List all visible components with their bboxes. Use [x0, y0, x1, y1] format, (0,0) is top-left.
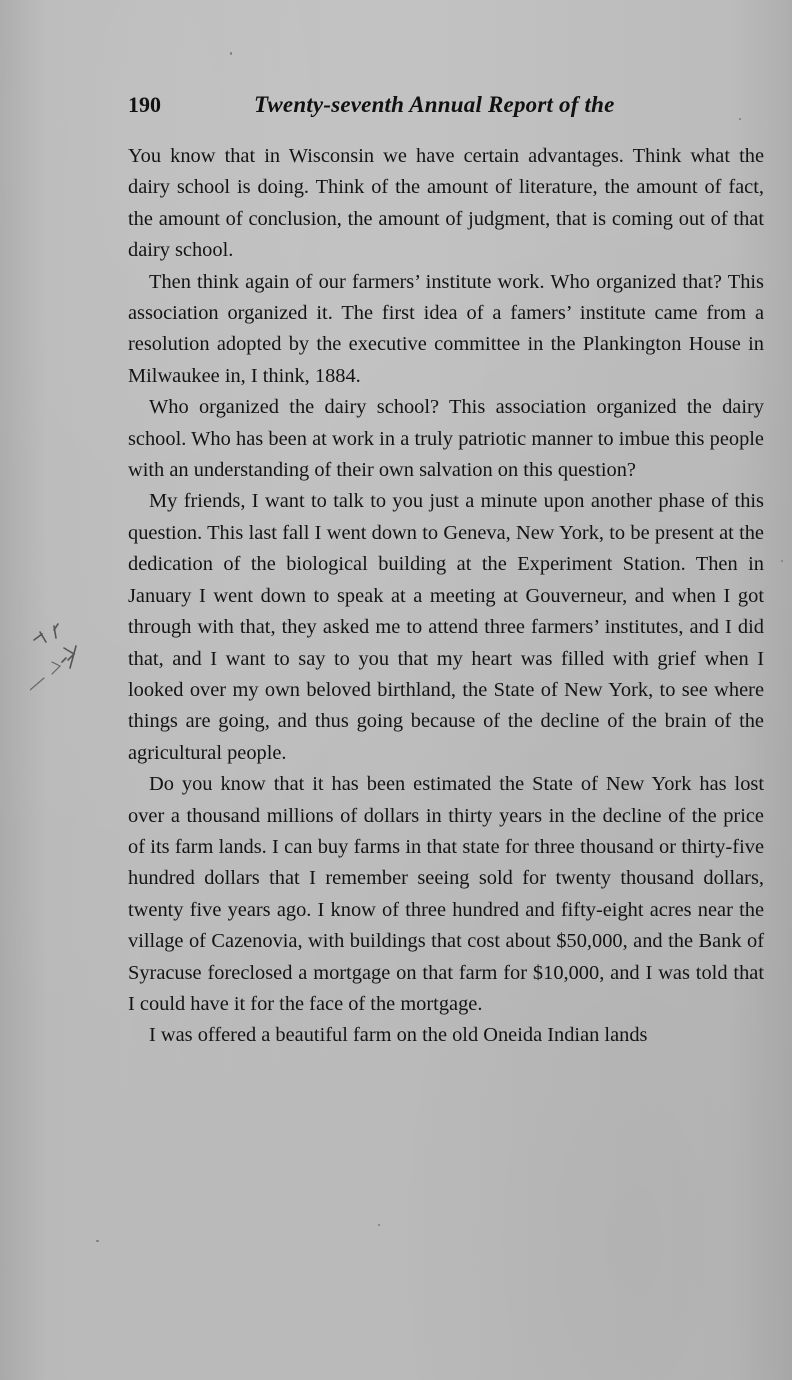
- paper-speck: [781, 560, 783, 562]
- paragraph-farm-land-decline: Do you know that it has been estimated the State of New York has lost over a thousand millions of dollars in thirty years in the decline of the price of its farm lands. I can buy farms in that state for three thousand or thirty-five hundred dollars that I remember seeing sold for twenty thousand dollars, twenty five years ago. I know of three hundred and fifty-eight acres near the village of Cazenovia, with buildings that cost about $50,000, and the Bank of Syracuse foreclosed a mortgage on that farm for $10,000, and I was told that I could have it for the face of the mortgage.: [128, 773, 764, 1015]
- page-number: 190: [128, 92, 161, 117]
- paragraph-new-york-visit: My friends, I want to talk to you just a minute upon another phase of this question. This last fall I went down to Geneva, New York, to be present at the dedication of the biological building at the Experiment Station. Then in January I went down to speak at a meeting at Gouverneur, and when I got through with that, they asked me to attend three farmers’ institutes, and I did that, and I want to say to you that my heart was filled with grief when I looked over my own beloved birthland, the State of New York, to see where things are going, and thus going because of the decline of the brain of the agricultural people.: [128, 490, 764, 764]
- paragraph-wisconsin-advantages: You know that in Wisconsin we have certain advantages. Think what the dairy school is doing. Think of the amount of literature, the amount of fact, the amount of conclusion, the amount of judgment, that is coming out of that dairy school.: [128, 145, 764, 262]
- running-title: Twenty-seventh Annual Report of the: [254, 92, 615, 117]
- paper-speck: [96, 1240, 99, 1242]
- paper-speck: [378, 1224, 380, 1226]
- paragraph-oneida-lands: I was offered a beautiful farm on the old Oneida Indian lands: [149, 1024, 648, 1047]
- paper-speck: [230, 52, 232, 55]
- paper-speck: [739, 118, 741, 120]
- paragraph-farmers-institute: Then think again of our farmers’ institute work. Who organized that? This association organized it. The first idea of a famers’ institute came from a resolution adopted by the executive committee in the Plankington House in Milwaukee in, I think, 1884.: [128, 270, 764, 387]
- paragraph-dairy-school: Who organized the dairy school? This association organized the dairy school. Who has been at work in a truly patriotic manner to imbue this people with an understanding of their own salvation on this question?: [128, 396, 764, 482]
- margin-pencil-mark: [30, 618, 100, 698]
- body-text: [128, 141, 764, 1052]
- page-header: [128, 92, 764, 126]
